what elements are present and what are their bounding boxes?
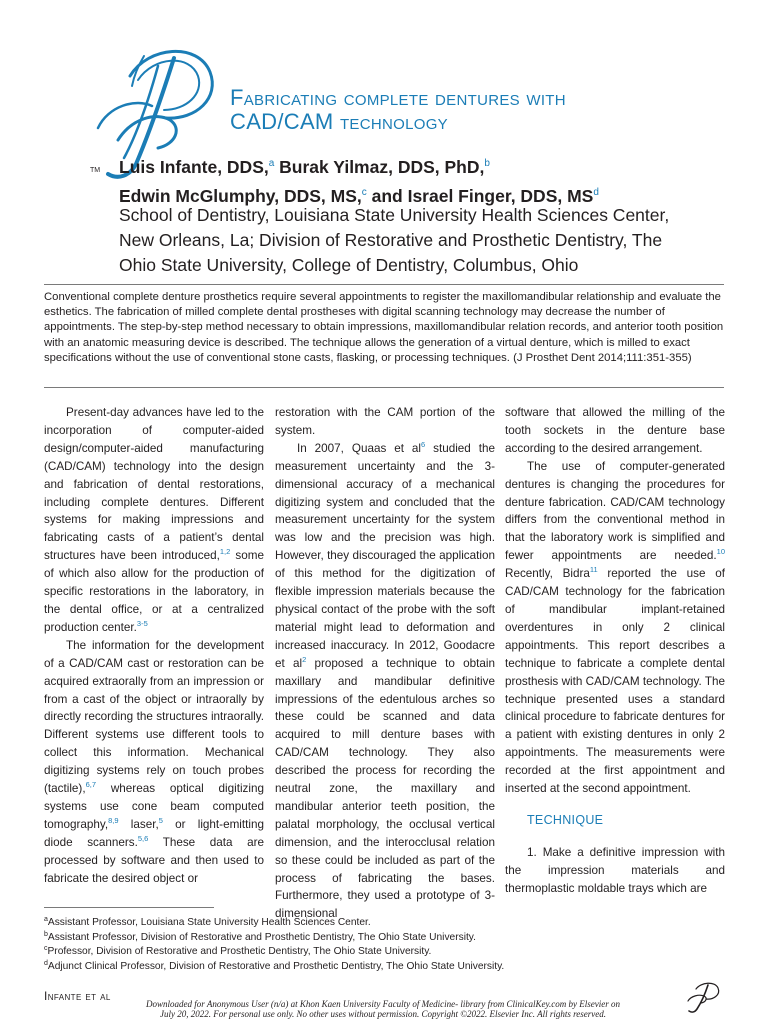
author-name: and Israel Finger, DDS, MS bbox=[366, 186, 594, 206]
download-notice-line: July 20, 2022. For personal use only. No other uses without permission. Copyright ©2022. Elsevier Inc. All rights reserved. bbox=[159, 1009, 607, 1019]
title-line-2: CAD/CAM technology bbox=[230, 109, 448, 134]
paragraph: The use of computer-generated dentures is changing the procedures for denture fabrication. CAD/CAM technology differs from the conventional method in that the laboratory work is simplified and fewer appointments are needed.$^{10}$ Recently, Bidra$^{11}$ reported the use of CAD/CAM technology for the fabrication of mandibular implant-retained overdentures in only 2 clinical appointments. This report describes a technique to fabricate a complete dental prosthesis with CAD/CAM technology. The technique presented uses a standard clinical procedure to fabricate dentures for a patient with existing dentures in only 2 appointments. The measurements were recorded at the first appointment and inserted at the second appointment. bbox=[505, 459, 725, 796]
citation-ref[interactable]: 3-5 bbox=[136, 618, 148, 628]
citation-ref[interactable]: 5 bbox=[158, 815, 163, 825]
author-name: Luis Infante, DDS, bbox=[119, 157, 269, 177]
footnote: $^a$Assistant Professor, Louisiana State University Health Sciences Center. bbox=[44, 916, 371, 928]
footnotes bbox=[44, 916, 724, 974]
footnote: $^c$Professor, Division of Restorative and Prosthetic Dentistry, The Ohio State University. bbox=[44, 945, 432, 958]
footnote-divider bbox=[44, 907, 214, 908]
paragraph: software that allowed the milling of the tooth sockets in the denture base according to the desired arrangement. bbox=[505, 406, 725, 455]
body-column-2 bbox=[275, 404, 495, 923]
citation-ref[interactable]: 6,7 bbox=[85, 780, 97, 790]
citation-ref[interactable]: 8,9 bbox=[108, 815, 119, 825]
author-affil-marker[interactable]: a bbox=[268, 158, 275, 169]
trademark-label: TM bbox=[90, 167, 101, 174]
body-column-1 bbox=[44, 404, 264, 887]
paragraph: The information for the development of a CAD/CAM cast or restoration can be acquired extraorally from an impression or from a cast of the object or intraorally by directly recording the structures intraorally. Different systems use different tools to collect this information. Mechanical digitizing systems rely on touch probes (tactile),$^{6,7}$ whereas optical digitizing systems use cone beam computed tomography,$^{8,9}$ laser,$^5$ or light-emitting diode scanners.$^{5,6}$ These data are processed by software and then used to fabricate the desired object or bbox=[44, 638, 265, 885]
paragraph: In 2007, Quaas et $al^6$ studied the measurement uncertainty and the 3-dimensional accuracy of a mechanical digitizing system and concluded that the measurement uncertainty for the system was low and the precision was high. However, they discouraged the application of this method for the digitization of flexible impression materials because the physical contact of the probe with the soft material might lead to deformation and increased inaccuracy. In 2012, Goodacre et $al^2$ proposed a technique to obtain maxillary and mandibular definitive impressions of the edentulous arches so these could be scanned and data acquired to mill denture bases with CAD/CAM technology. They also described the process for recording the neutral zone, the maxillary and mandibular anterior teeth position, the palatal morphology, the occlusal vertical dimension, and the interocclusal relation so these could be included as part of the process of fabricating the bases. Furthermore, they used a prototype of 3-dimensional bbox=[275, 439, 495, 921]
citation-ref[interactable]: 11 bbox=[589, 565, 598, 575]
divider bbox=[44, 284, 724, 285]
affiliation bbox=[119, 203, 759, 278]
divider bbox=[44, 387, 724, 388]
affiliation-line: Ohio State University, College of Dentistry, Columbus, Ohio bbox=[119, 255, 579, 275]
citation-ref[interactable]: 10 bbox=[716, 547, 725, 557]
download-notice-line: Downloaded for Anonymous User (n/a) at Khon Kaen University Faculty of Medicine- library from ClinicalKey.com by Elsevier on bbox=[146, 999, 620, 1009]
paragraph: Present-day advances have led to the incorporation of computer-aided design/computer-aided manufacturing (CAD/CAM) technology into the design and fabrication of dental restorations, including complete dentures. Different systems for making impressions and fabricating casts of a patient’s dental structures have been introduced,$^{1,2}$ some of which also allow for the production of specific restorations in the laboratory, in the dental office, or at a centralized production center.$^{3-5}$ bbox=[44, 406, 264, 634]
footnote: $^b$Assistant Professor, Division of Restorative and Prosthetic Dentistry, The Ohio State University. bbox=[44, 930, 476, 943]
footnote: $^d$Adjunct Clinical Professor, Division of Restorative and Prosthetic Dentistry, The Ohio State University. bbox=[44, 959, 505, 972]
paragraph: 1. Make a definitive impression with the impression materials and thermoplastic moldable trays which are bbox=[505, 845, 725, 895]
citation-ref[interactable]: 1,2 bbox=[219, 547, 231, 557]
author-affil-marker[interactable]: c bbox=[361, 187, 367, 198]
author-name: Edwin McGlumphy, DDS, MS, bbox=[119, 186, 362, 206]
affiliation-line: New Orleans, La; Division of Restorative and Prosthetic Dentistry, The bbox=[119, 230, 663, 250]
citation-ref[interactable]: 6 bbox=[421, 439, 426, 449]
author-affil-marker[interactable]: d bbox=[593, 187, 599, 198]
section-heading-technique: TECHNIQUE bbox=[527, 812, 604, 827]
article-title bbox=[230, 86, 750, 134]
author-affil-marker[interactable]: b bbox=[484, 158, 490, 169]
abstract: Conventional complete denture prosthetics require several appointments to register the maxillomandibular relationship and evaluate the esthetics. The fabrication of milled complete dental prostheses with digital scanning technology may decrease the number of appointments. The step-by-step method necessary to obtain impressions, maxillomandibular relation records, and anterior tooth position with an anatomic measuring device is described. The technique allows the generation of a virtual denture, which is milled to exact specifications without the use of conventional stone casts, flasking, or processing techniques. (J Prosthet Dent 2014;111:351-355) bbox=[44, 291, 724, 364]
author-name: Burak Yilmaz, DDS, PhD, bbox=[274, 157, 485, 177]
author-list bbox=[119, 151, 759, 209]
jpd-small-logo-icon bbox=[682, 980, 722, 1014]
affiliation-line: School of Dentistry, Louisiana State University Health Sciences Center, bbox=[119, 205, 670, 225]
citation-ref[interactable]: 2 bbox=[302, 654, 307, 664]
download-notice bbox=[118, 999, 648, 1019]
paragraph: restoration with the CAM portion of the system. bbox=[275, 406, 495, 437]
body-column-3 bbox=[505, 404, 725, 898]
running-head: Infante et al bbox=[44, 989, 111, 1003]
author-line-1 bbox=[119, 151, 759, 180]
citation-ref[interactable]: 5,6 bbox=[137, 833, 149, 843]
title-line-1: Fabricating complete dentures with bbox=[230, 85, 566, 110]
